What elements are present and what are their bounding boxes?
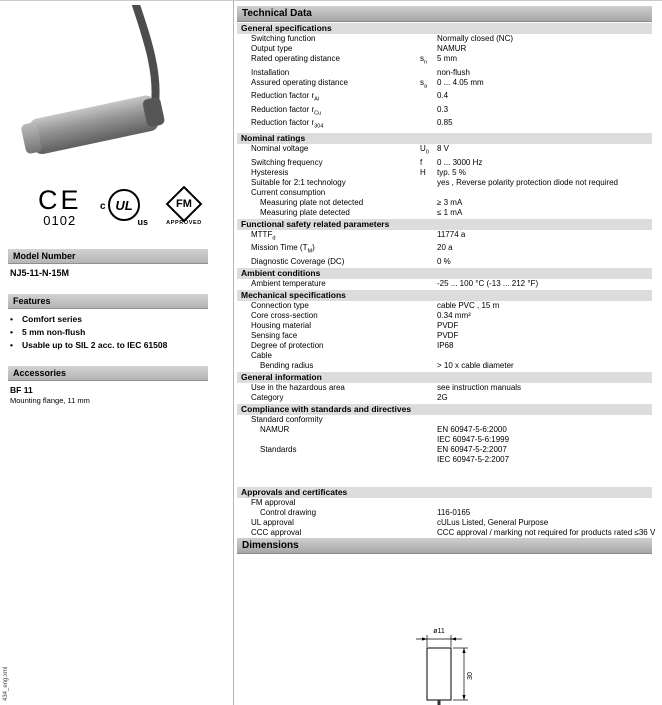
section-header: Approvals and certificates	[237, 487, 652, 498]
spec-value: EN 60947-5-6:2000 IEC 60947-5-6:1999	[437, 424, 510, 444]
ul-c-label: c	[100, 201, 106, 212]
spec-label: $MTTF_d$	[251, 229, 276, 242]
feature-item: • 5 mm non-flush	[10, 327, 86, 337]
spec-row	[237, 527, 656, 538]
spec-symbol: $s_n$	[420, 54, 428, 66]
spec-row	[237, 341, 652, 351]
spec-symbol: $s_a$	[420, 77, 428, 90]
accessories-list	[10, 385, 215, 406]
spec-value: 5 mm	[437, 54, 457, 63]
spec-row	[237, 208, 652, 218]
spec-value: IP68	[437, 340, 454, 350]
spec-label: Hysteresis	[251, 167, 289, 177]
spec-label: Measuring plate not detected	[260, 197, 364, 207]
spec-label: Current consumption	[251, 187, 326, 197]
bullet-icon: •	[10, 314, 13, 324]
spec-row	[237, 301, 652, 311]
features-header: Features	[8, 294, 208, 309]
spec-symbol: f	[420, 157, 423, 167]
spec-row	[237, 178, 652, 188]
spec-label: Reduction factor $r_{Al}$	[251, 91, 320, 103]
spec-label: NAMUR	[260, 424, 290, 434]
left-column	[8, 5, 220, 702]
spec-row	[237, 321, 652, 331]
dimension-drawing	[387, 624, 517, 705]
sensor-cable	[136, 5, 156, 111]
spec-value: 0.85	[437, 118, 453, 128]
section-header: Compliance with standards and directives	[237, 404, 652, 415]
spec-value: yes , Reverse polarity protection diode not required	[437, 177, 618, 187]
spec-label: Use in the hazardous area	[251, 382, 345, 392]
accessory-description: Mounting flange, 11 mm	[10, 396, 90, 405]
spec-label: Standards	[260, 444, 297, 454]
ul-logo	[100, 189, 148, 231]
spec-row	[237, 118, 652, 132]
fm-diamond-icon	[166, 186, 203, 223]
spec-label: Reduction factor $r_{Cu}$	[251, 104, 322, 117]
spec-value: cULus Listed, General Purpose	[437, 517, 549, 527]
bullet-icon: •	[10, 340, 13, 350]
spec-value: ≥ 3 mA	[437, 197, 463, 207]
spec-label: Bending radius	[260, 360, 314, 370]
spec-row	[237, 393, 652, 403]
spec-label: UL approval	[251, 517, 294, 527]
spec-row	[237, 44, 652, 54]
ce-logo	[38, 187, 82, 228]
spec-label: Degree of protection	[251, 340, 324, 350]
spec-value: PVDF	[437, 320, 459, 330]
spec-row	[237, 415, 652, 425]
spec-value: cable PVC , 15 m	[437, 300, 500, 310]
vertical-filename: 434_eng.xml	[3, 666, 9, 701]
spec-label: Switching frequency	[251, 157, 323, 167]
section-header: Nominal ratings	[237, 133, 652, 144]
spec-label: Category	[251, 392, 284, 402]
column-divider	[233, 1, 234, 705]
spec-row	[237, 383, 652, 393]
accessory-item	[10, 385, 215, 406]
ul-us-label: us	[137, 217, 148, 227]
spec-label: Installation	[251, 67, 290, 77]
right-column	[237, 6, 656, 705]
spec-label: Connection type	[251, 300, 309, 310]
spec-value: NAMUR	[437, 44, 467, 53]
spec-sections	[237, 23, 656, 538]
bullet-icon: •	[10, 327, 13, 337]
spec-value: 0 ... 4.05 mm	[437, 77, 484, 87]
technical-data-title: Technical Data	[237, 6, 652, 22]
spec-label: FM approval	[251, 497, 296, 507]
spec-row	[237, 105, 652, 119]
product-photo-image	[8, 5, 220, 177]
features-list	[10, 313, 215, 352]
spec-row	[237, 78, 652, 92]
spec-label: Output type	[251, 44, 293, 53]
spec-label: Diagnostic Coverage (DC)	[251, 256, 345, 266]
spec-row	[237, 230, 652, 244]
spec-row	[237, 508, 652, 518]
spec-label: Reduction factor $r_{304}$	[251, 118, 324, 130]
spec-value: non-flush	[437, 67, 470, 77]
ce-number: 0102	[43, 213, 77, 228]
spec-value: typ. 5 %	[437, 167, 466, 177]
sensor-outline	[427, 648, 451, 700]
accessories-header: Accessories	[8, 366, 208, 381]
spec-row	[237, 158, 652, 168]
spec-value: 0 %	[437, 256, 451, 266]
spec-row	[237, 168, 652, 178]
spec-row	[237, 279, 652, 289]
spec-value: EN 60947-5-2:2007 IEC 60947-5-2:2007	[437, 444, 510, 464]
section-header: Ambient conditions	[237, 268, 652, 279]
spec-value: CCC approval / marking not required for products rated ≤36 V	[437, 527, 656, 537]
spec-label: Nominal voltage	[251, 143, 309, 153]
dim-height-label: 30	[467, 671, 474, 680]
ul-mark: UL	[115, 197, 133, 213]
certification-logos	[30, 185, 220, 237]
spec-value: 116-0165	[437, 507, 471, 517]
spec-label: Core cross-section	[251, 310, 318, 320]
spec-row	[237, 68, 652, 78]
spec-value: ≤ 1 mA	[437, 207, 463, 217]
ce-mark: CE	[38, 185, 82, 215]
spec-value: see instruction manuals	[437, 382, 522, 392]
spec-value: 0.4	[437, 91, 449, 101]
spec-row	[237, 425, 652, 445]
spec-row	[237, 198, 652, 208]
spec-label: Measuring plate detected	[260, 207, 350, 217]
spec-row	[237, 311, 652, 321]
spec-label: Assured operating distance	[251, 77, 348, 87]
dimensions-title: Dimensions	[237, 538, 652, 554]
fm-logo	[160, 185, 208, 237]
spec-label: Rated operating distance	[251, 54, 340, 63]
spec-row	[237, 361, 652, 371]
feature-item: • Comfort series	[10, 314, 82, 324]
fm-mark: FM	[176, 197, 192, 210]
section-header: General specifications	[237, 23, 652, 34]
spec-label: Mission Time $(T_M)$	[251, 243, 315, 255]
spec-value: Normally closed (NC)	[437, 34, 514, 43]
spec-row	[237, 498, 652, 508]
sensor-body	[20, 93, 166, 158]
spec-label: Housing material	[251, 320, 312, 330]
section-header: Mechanical specifications	[237, 290, 652, 301]
spec-label: Switching function	[251, 34, 316, 43]
spec-value: 2G	[437, 392, 448, 402]
spec-symbol: $U_0$	[420, 143, 429, 156]
drawing-cable	[439, 700, 451, 705]
spec-row	[237, 188, 652, 198]
spec-row	[237, 518, 652, 528]
spec-value: 20 a	[437, 243, 453, 253]
spec-row	[237, 54, 652, 68]
ul-circle-icon	[108, 189, 140, 221]
spec-row	[237, 351, 652, 361]
spec-value: -25 ... 100 °C (-13 ... 212 °F)	[437, 278, 539, 288]
accessory-name: BF 11	[10, 385, 33, 395]
spec-row	[237, 144, 652, 158]
spec-label: Cable	[251, 350, 272, 360]
spec-value: 11774 a	[437, 229, 466, 239]
spec-label: Ambient temperature	[251, 278, 326, 288]
spec-label: Standard conformity	[251, 414, 323, 424]
spec-row	[237, 243, 652, 257]
spec-row	[237, 257, 652, 267]
spec-value: 0.3	[437, 104, 449, 114]
feature-item: • Usable up to SIL 2 acc. to IEC 61508	[10, 340, 168, 350]
spec-label: Suitable for 2:1 technology	[251, 177, 346, 187]
spec-value: PVDF	[437, 330, 459, 340]
spec-symbol: H	[420, 167, 426, 177]
spec-row	[237, 331, 652, 341]
spec-value: > 10 x cable diameter	[437, 360, 514, 370]
model-number-value: NJ5-11-N-15M	[10, 268, 70, 278]
spec-value: 8 V	[437, 143, 450, 153]
spec-label: CCC approval	[251, 527, 302, 537]
spec-value: 0 ... 3000 Hz	[437, 157, 483, 167]
spec-row	[237, 445, 652, 465]
spec-row	[237, 91, 652, 105]
spec-label: Sensing face	[251, 330, 298, 340]
model-number-header: Model Number	[8, 249, 208, 264]
spec-value: 0.34 mm²	[437, 310, 471, 320]
section-header: General information	[237, 372, 652, 383]
section-header: Functional safety related parameters	[237, 219, 652, 230]
spec-label: Control drawing	[260, 507, 317, 517]
spec-row	[237, 34, 652, 44]
dim-diameter-label: ø11	[433, 627, 445, 635]
fm-approved-label: APPROVED	[166, 220, 202, 226]
